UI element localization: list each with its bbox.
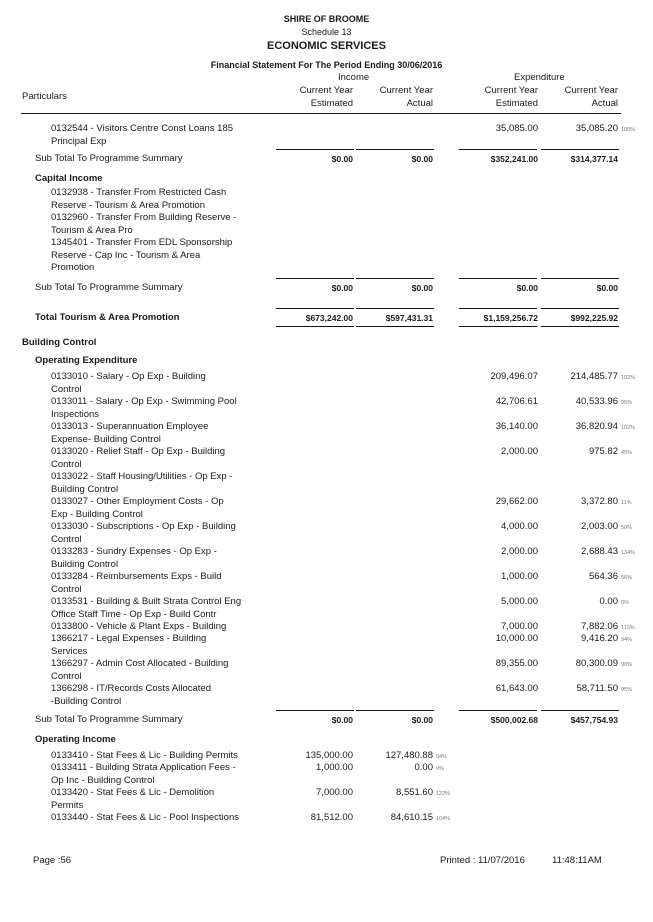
schedule-number: Schedule 13 — [301, 27, 352, 37]
amount-ee: 2,000.00 — [501, 546, 538, 557]
total-amount-ie: $0.00 — [331, 715, 353, 725]
item-description: 0133284 - Reimbursements Exps - Build — [51, 571, 222, 582]
amount-ee: 5,000.00 — [501, 596, 538, 607]
program-total-label: Total Tourism & Area Promotion — [35, 312, 180, 323]
total-rule — [356, 308, 434, 309]
item-description: Building Control — [51, 558, 119, 570]
amount-ea: 975.82 — [588, 446, 618, 457]
total-rule — [276, 308, 354, 309]
amount-ea: 2,688.43 — [581, 546, 618, 557]
exp-est-header-2: Estimated — [495, 98, 538, 109]
total-amount-ia: $0.00 — [411, 715, 433, 725]
amount-ea: 2,003.00 — [581, 521, 618, 532]
item-description: Control — [51, 670, 82, 682]
variance-percent: 113% — [621, 625, 635, 631]
item-description: Inspections — [51, 408, 100, 420]
amount-ie: 135,000.00 — [305, 750, 353, 761]
total-amount-ie: $0.00 — [331, 154, 353, 164]
amount-ee: 4,000.00 — [501, 521, 538, 532]
amount-ia: 127,480.88 — [385, 750, 433, 761]
item-description: 0133020 - Relief Staff - Op Exp - Building — [51, 446, 226, 457]
variance-percent: 102% — [621, 375, 636, 381]
item-description: 1366298 - IT/Records Costs Allocated — [51, 683, 212, 694]
item-description: 0133283 - Sundry Expenses - Op Exp - — [51, 546, 217, 557]
item-description: 0133022 - Staff Housing/Utilities - Op Exp - — [51, 471, 233, 482]
amount-ea: 7,882.06 — [581, 621, 618, 632]
item-description: Op Inc - Building Control — [51, 774, 155, 786]
amount-ea: 214,485.77 — [570, 371, 618, 382]
amount-ee: 7,000.00 — [501, 621, 538, 632]
item-description: Building Control — [51, 483, 119, 495]
total-rule — [459, 308, 537, 309]
item-description: 1366297 - Admin Cost Allocated - Building — [51, 658, 229, 669]
amount-ee: 61,643.00 — [495, 683, 538, 694]
item-description: Promotion — [51, 262, 95, 273]
inc-act-header-2: Actual — [406, 98, 433, 109]
amount-ea: 0.00 — [599, 596, 618, 607]
item-description: Permits — [51, 799, 84, 811]
item-description: Expense- Building Control — [51, 433, 161, 445]
inc-act-header: Current Year — [379, 85, 433, 96]
amount-ia: 8,551.60 — [396, 787, 433, 798]
total-rule — [541, 326, 619, 327]
variance-percent: 122% — [436, 791, 451, 797]
particulars-header: Particulars — [22, 91, 67, 102]
variance-percent: 49% — [621, 450, 633, 456]
total-rule — [276, 278, 354, 279]
item-description: Office Staff Time - Op Exp - Build Contr — [51, 608, 217, 620]
amount-ea: 564.36 — [588, 571, 618, 582]
item-description: 0133410 - Stat Fees & Lic - Building Permits — [51, 750, 238, 761]
section-heading: Operating Income — [35, 734, 116, 745]
exp-act-header: Current Year — [564, 85, 618, 96]
amount-ee: 36,140.00 — [495, 421, 538, 432]
variance-percent: 56% — [621, 575, 633, 581]
amount-ee: 10,000.00 — [495, 633, 538, 644]
item-description: Reserve - Tourism & Area Promotion — [51, 199, 205, 211]
total-amount-ie: $673,242.00 — [305, 313, 353, 323]
total-rule — [356, 326, 434, 327]
amount-ee: 42,706.61 — [495, 396, 538, 407]
subtotal-label: Sub Total To Programme Summary — [35, 714, 183, 725]
amount-ea: 36,820.94 — [575, 421, 618, 432]
variance-percent: 50% — [621, 525, 633, 531]
total-amount-ea: $0.00 — [596, 283, 618, 293]
item-description: Services — [51, 645, 88, 657]
inc-est-header: Current Year — [299, 85, 353, 96]
exp-est-header: Current Year — [484, 85, 538, 96]
amount-ee: 35,085.00 — [495, 123, 538, 134]
item-description: 0133440 - Stat Fees & Lic - Pool Inspections — [51, 812, 239, 823]
total-rule — [276, 710, 354, 711]
variance-percent: 95% — [621, 687, 633, 693]
item-description: 0133411 - Building Strata Application Fees - — [51, 762, 236, 773]
total-rule — [356, 710, 434, 711]
item-description: 0133011 - Salary - Op Exp - Swimming Pool — [51, 396, 237, 407]
total-amount-ie: $0.00 — [331, 283, 353, 293]
item-description: Control — [51, 583, 82, 595]
total-rule — [459, 326, 537, 327]
expenditure-header: Expenditure — [514, 72, 565, 83]
total-rule — [541, 278, 619, 279]
amount-ie: 7,000.00 — [316, 787, 353, 798]
page-title: ECONOMIC SERVICES — [267, 40, 386, 52]
amount-ee: 1,000.00 — [501, 571, 538, 582]
total-rule — [541, 308, 619, 309]
item-description: 1345401 - Transfer From EDL Sponsorship — [51, 237, 233, 248]
item-description: 0133531 - Building & Built Strata Control Eng — [51, 596, 242, 607]
header-rule — [21, 113, 621, 114]
inc-est-header-2: Estimated — [310, 98, 353, 109]
section-heading: Capital Income — [35, 173, 103, 184]
amount-ea: 80,300.09 — [575, 658, 618, 669]
item-description: 1366217 - Legal Expenses - Building — [51, 633, 207, 644]
printed-date: Printed : 11/07/2016 — [440, 855, 525, 866]
total-amount-ia: $0.00 — [411, 283, 433, 293]
total-amount-ia: $0.00 — [411, 154, 433, 164]
amount-ee: 89,355.00 — [495, 658, 538, 669]
item-description: Principal Exp — [51, 135, 107, 147]
total-rule — [541, 710, 619, 711]
printed-time: 11:48:11AM — [552, 855, 602, 866]
amount-ie: 1,000.00 — [316, 762, 353, 773]
total-rule — [459, 149, 537, 150]
variance-percent: 0% — [436, 766, 444, 772]
subtotal-label: Sub Total To Programme Summary — [35, 282, 183, 293]
program-heading: Building Control — [22, 337, 97, 348]
total-rule — [356, 278, 434, 279]
amount-ea: 35,085.20 — [575, 123, 618, 134]
item-description: 0133013 - Superannuation Employee — [51, 421, 209, 432]
amount-ia: 0.00 — [414, 762, 433, 773]
item-description: -Building Control — [51, 695, 122, 707]
total-rule — [459, 710, 537, 711]
variance-percent: 104% — [436, 816, 451, 822]
org-name: SHIRE OF BROOME — [283, 14, 370, 24]
subtotal-label: Sub Total To Programme Summary — [35, 153, 183, 164]
item-description: Control — [51, 458, 82, 470]
total-amount-ea: $314,377.14 — [570, 154, 618, 164]
amount-ie: 81,512.00 — [310, 812, 353, 823]
total-amount-ea: $992,225.92 — [570, 313, 618, 323]
item-description: Reserve - Cap Inc - Tourism & Area — [51, 249, 201, 261]
page-subtitle: Financial Statement For The Period Ending 30/06/2016 — [210, 60, 443, 70]
section-heading: Operating Expenditure — [35, 355, 138, 366]
item-description: 0133030 - Subscriptions - Op Exp - Building — [51, 521, 236, 532]
total-amount-ee: $500,002.68 — [490, 715, 538, 725]
variance-percent: 94% — [436, 754, 448, 760]
variance-percent: 102% — [621, 425, 636, 431]
item-description: 0133010 - Salary - Op Exp - Building — [51, 371, 206, 382]
item-description: 0133800 - Vehicle & Plant Exps - Building — [51, 621, 227, 632]
total-amount-ee: $1,159,256.72 — [483, 313, 538, 323]
item-description: 0133420 - Stat Fees & Lic - Demolition — [51, 787, 215, 798]
amount-ee: 29,662.00 — [495, 496, 538, 507]
variance-percent: 90% — [621, 662, 633, 668]
variance-percent: 100% — [621, 127, 636, 133]
item-description: Control — [51, 533, 82, 545]
variance-percent: 95% — [621, 400, 633, 406]
amount-ea: 40,533.96 — [575, 396, 618, 407]
item-description: 0133027 - Other Employment Costs - Op — [51, 496, 224, 507]
amount-ee: 2,000.00 — [501, 446, 538, 457]
total-amount-ea: $457,754.93 — [570, 715, 618, 725]
amount-ia: 84,610.15 — [390, 812, 433, 823]
item-description: Exp - Building Control — [51, 508, 143, 520]
variance-percent: 11% — [621, 500, 632, 506]
variance-percent: 94% — [621, 637, 633, 643]
item-description: 0132960 - Transfer From Building Reserve - — [51, 212, 237, 223]
total-rule — [276, 326, 354, 327]
item-description: Tourism & Area Pro — [51, 224, 133, 236]
item-description: Control — [51, 383, 82, 395]
total-rule — [276, 149, 354, 150]
exp-act-header-2: Actual — [591, 98, 618, 109]
total-rule — [541, 149, 619, 150]
income-header: Income — [338, 72, 370, 83]
amount-ea: 9,416.20 — [581, 633, 618, 644]
total-amount-ee: $352,241.00 — [490, 154, 538, 164]
amount-ea: 58,711.50 — [576, 683, 618, 694]
total-amount-ia: $597,431.31 — [385, 313, 433, 323]
variance-percent: 0% — [621, 600, 629, 606]
total-rule — [356, 149, 434, 150]
item-description: 0132938 - Transfer From Restricted Cash — [51, 187, 227, 198]
page-number: Page :56 — [33, 855, 72, 866]
amount-ea: 3,372.80 — [581, 496, 618, 507]
total-rule — [459, 278, 537, 279]
amount-ee: 209,496.07 — [490, 371, 538, 382]
variance-percent: 134% — [621, 550, 636, 556]
total-amount-ee: $0.00 — [516, 283, 538, 293]
item-description: 0132544 - Visitors Centre Const Loans 185 — [51, 123, 234, 134]
